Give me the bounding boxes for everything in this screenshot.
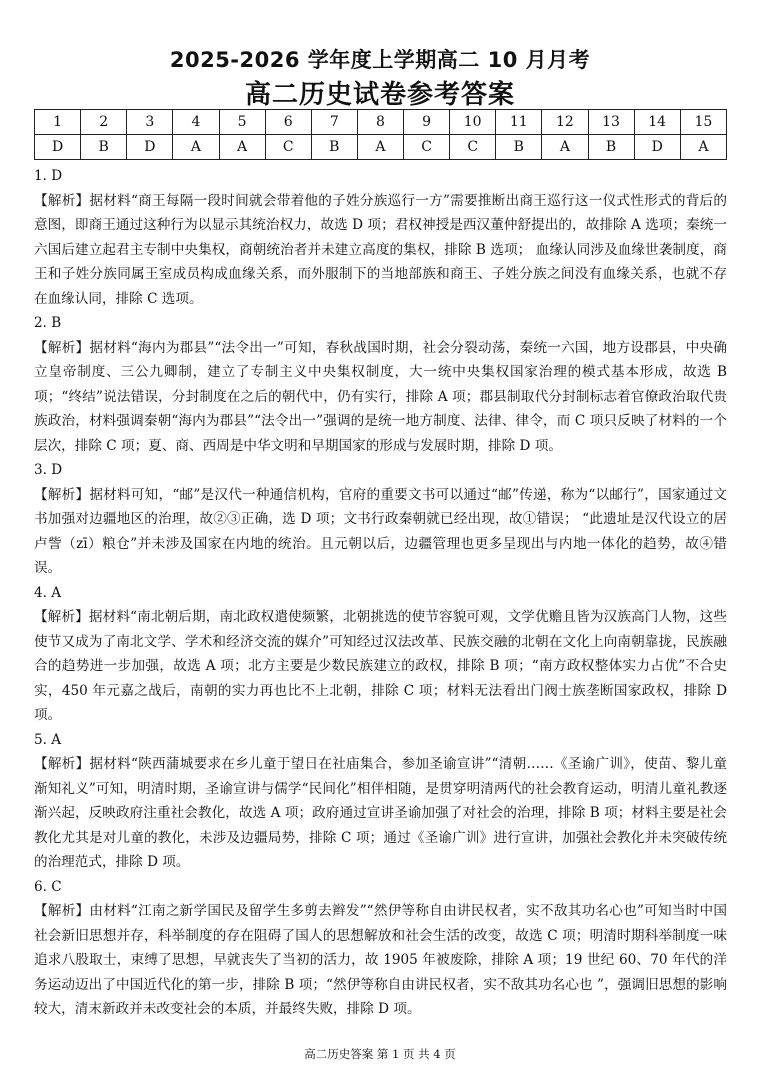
- answer-cell: A: [219, 135, 265, 160]
- answer-cell: D: [127, 135, 173, 160]
- answer-cell: A: [357, 135, 403, 160]
- question-label: 3. D: [34, 462, 63, 478]
- question-number-cell: 3: [127, 110, 173, 135]
- question-label: 4. A: [34, 584, 62, 601]
- exam-title: 2025-2026 学年度上学期高二 10 月月考: [169, 48, 591, 72]
- answer-table-number-row: [35, 110, 727, 135]
- question-number-cell: 12: [542, 110, 588, 135]
- question-analysis: 【解析】据材料可知，“邮”是汉代一种通信机构，官府的重要文书可以通过“邮”传递，称为“以邮行”，国家通过文书加强对边疆地区的治理，故②③正确，选 D 项；文书行政秦朝就已经出现，故①错误； “此遗址是汉代设立的居卢訾（zī）粮仓”并未涉及国家在内地的统治。且元朝以后，边疆管理也更多呈现出与内地一体化的趋势，故④错误。: [34, 486, 727, 576]
- question-analysis: 【解析】由材料“江南之新学国民及留学生多剪去辫发”“然伊等称自由讲民权者，实不敌其功名心也”可知当时中国社会新旧思想并存，科举制度的存在阻碍了国人的思想解放和社会生活的改变，故选 C 项；明清时期科举制度一味追求八股取士，束缚了思想，早就丧失了当初的活力，故 1905 年被废除，排除 A 项；19 世纪 60、70 年代的洋务运动迈出了中国近代化的第一步，排除 B 项；“然伊等称自由讲民权者，实不敌其功名心也 ”，强调旧思想的影响较大，清末新政并未改变社会的本质，并最终失败，排除 D 项。: [34, 903, 727, 1017]
- answer-title: 高二历史试卷参考答案: [244, 80, 515, 110]
- answer-cell: A: [542, 135, 588, 160]
- question-label: 2. B: [34, 315, 62, 331]
- question-number-cell: 6: [265, 110, 311, 135]
- question-number-cell: 1: [35, 110, 81, 135]
- question-number-cell: 4: [173, 110, 219, 135]
- answer-cell: C: [265, 135, 311, 160]
- answer-cell: D: [35, 135, 81, 160]
- answer-cell: B: [496, 135, 542, 160]
- question-number-cell: 15: [680, 110, 726, 135]
- question-number-cell: 13: [588, 110, 634, 135]
- answer-table-answer-row: [35, 135, 727, 160]
- question-number-cell: 9: [404, 110, 450, 135]
- answer-cell: B: [588, 135, 634, 160]
- question-analysis: 【解析】据材料“南北朝后期，南北政权遣使频繁，北朝挑选的使节容貌可观，文学优赡且皆为汉族高门人物，这些使节又成为了南北文学、学术和经济交流的媒介”可知经过汉法改革、民族交融的北朝在文化上向南朝靠拢，民族融合的趋势进一步加强，故选 A 项；北方主要是少数民族建立的政权，排除 B 项；“南方政权整体实力占优”不合史实，450 年元嘉之战后，南朝的实力再也比不上北朝，排除 C 项；材料无法看出门阀士族垄断国家政权，排除 D 项。: [34, 609, 727, 723]
- question-number-cell: 14: [634, 110, 680, 135]
- question-number-cell: 10: [450, 110, 496, 135]
- answer-cell: B: [81, 135, 127, 160]
- page-footer: 高二历史答案 第 1 页 共 4 页: [304, 1047, 456, 1061]
- question-number-cell: 8: [357, 110, 403, 135]
- question-number-cell: 5: [219, 110, 265, 135]
- question-analysis: 【解析】据材料“陕西蒲城要求在乡儿童于望日在社庙集合，参加圣谕宣讲”“清朝……《圣谕广训》，使苗、黎儿童渐知礼义”可知，明清时期，圣谕宣讲与儒学“民间化”相伴相随，是贯穿明清两代的社会教育运动，明清儿童礼教逐渐兴起，反映政府注重社会教化，故选 A 项；政府通过宣讲圣谕加强了对社会的治理，排除 B 项；材料主要是社会教化尤其是对儿童的教化，未涉及边疆局势，排除 C 项；通过《圣谕广训》进行宣讲，加强社会教化并未突破传统的治理范式，排除 D 项。: [34, 756, 727, 870]
- question-number-cell: 11: [496, 110, 542, 135]
- question-analysis: 【解析】据材料“海内为郡县”“法令出一”可知，春秋战国时期，社会分裂动荡，秦统一六国，地方设郡县，中央确立皇帝制度、三公九卿制，建立了专制主义中央集权制度，大一统中央集权国家治理的模式基本形成，故选 B 项；“终结”说法错误，分封制度在之后的朝代中，仍有实行，排除 A 项；郡县制取代分封制标志着官僚政治取代贵族政治，材料强调秦朝“海内为郡县”“法令出一”强调的是统一地方制度、法律、律令，而 C 项只反映了材料的一个层次，排除 C 项；夏、商、西周是中华文明和早期国家的形成与发展时期，排除 D 项。: [34, 339, 727, 454]
- question-analysis: 【解析】据材料“商王每隔一段时间就会带着他的子姓分族巡行一方”需要推断出商王巡行这一仪式性形式的背后的意图，即商王通过这种行为以显示其统治权力，故选 D 项；君权神授是西汉董仲舒提出的，故排除 A 选项；秦统一六国后建立起君主专制中央集权，商朝统治者并未建立高度的集权，排除 B 选项； 血缘认同涉及血缘世袭制度，商王和子姓分族同属王室成员构成血缘关系，而外服制下的当地部族和商王、子姓分族之间没有血缘关系，也就不存在血缘认同，排除 C 选项。: [34, 192, 727, 307]
- answer-cell: C: [404, 135, 450, 160]
- answer-cell: D: [634, 135, 680, 160]
- answer-cell: A: [173, 135, 219, 160]
- question-number-cell: 7: [311, 110, 357, 135]
- answer-table: [34, 109, 727, 160]
- answer-explanations: [34, 164, 727, 1022]
- answer-cell: A: [680, 135, 726, 160]
- answer-cell: B: [311, 135, 357, 160]
- question-number-cell: 2: [81, 110, 127, 135]
- question-label: 1. D: [34, 168, 63, 184]
- question-label: 5. A: [34, 731, 62, 748]
- answer-cell: C: [450, 135, 496, 160]
- question-label: 6. C: [34, 878, 62, 895]
